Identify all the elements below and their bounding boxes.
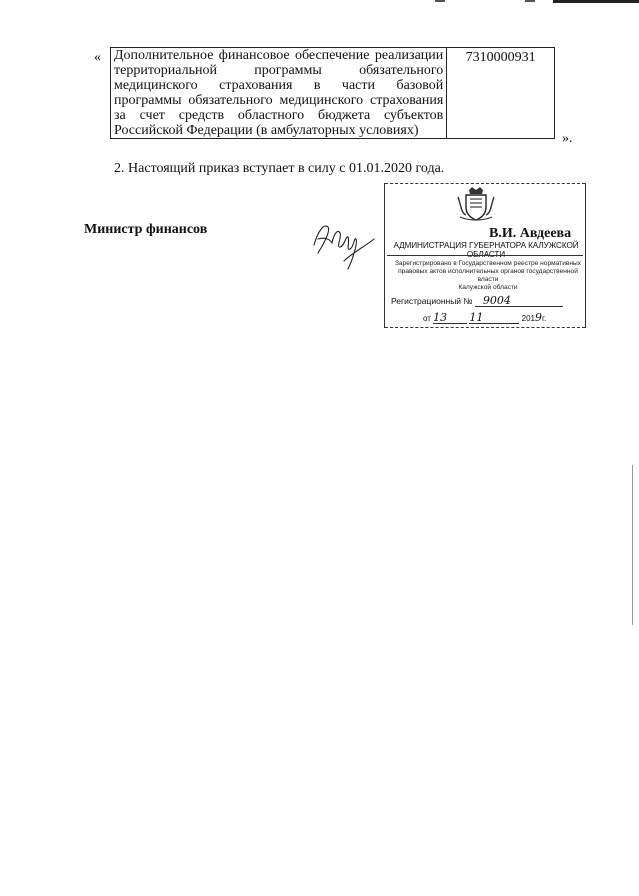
table-cell-description [111,48,447,139]
table-row [111,48,555,139]
stamp-registration-number [391,296,581,307]
date-suffix: г. [542,314,547,323]
description-line: Дополнительное финансовое обеспечение реализации [114,48,444,63]
stamp-registration-date [423,311,583,324]
table-cell-code: 7310000931 [447,48,555,139]
date-month: 11 [469,313,519,324]
stamp-text-line: правовых актов исполнительных органов государственной власти [398,268,578,283]
description-line: Российской Федерации (в амбулаторных условиях) [114,123,419,138]
description-line: медицинского страхования в части базовой [114,78,444,93]
stamp-text-line: Калужской области [458,284,518,291]
registration-label: Регистрационный № [391,296,473,306]
paragraph-effective-date: 2. Настоящий приказ вступает в силу с 01.01.2020 года. [114,161,445,176]
description-line: территориальной программы обязательного [114,63,444,78]
handwritten-signature-icon [308,217,378,272]
stamp-registration-text [393,260,583,292]
registration-stamp [384,183,586,328]
scan-edge-line [632,465,633,625]
signer-position: Министр финансов [84,222,208,237]
table-quote-close: ». [562,131,573,146]
date-year-digit: 9 [535,311,542,324]
budget-code-table [110,47,555,139]
registration-number-value: 9004 [475,296,563,307]
stamp-organization: АДМИНИСТРАЦИЯ ГУБЕРНАТОРА КАЛУЖСКОЙ ОБЛАСТИ [393,241,579,259]
description-line: программы обязательного медицинского страхования [114,93,444,108]
table-quote-open: « [94,50,101,65]
coat-of-arms-icon [455,187,497,221]
date-year-prefix: 201 [521,314,535,323]
stamp-text-line: Зарегистрировано в Государственном реестре нормативных [394,260,582,267]
date-prefix: от [423,314,431,323]
signer-name: В.И. Авдеева [489,226,572,241]
top-edge-mark [435,0,639,4]
description-line: за счет средств областного бюджета субъектов [114,108,444,123]
date-day: 13 [433,313,467,324]
